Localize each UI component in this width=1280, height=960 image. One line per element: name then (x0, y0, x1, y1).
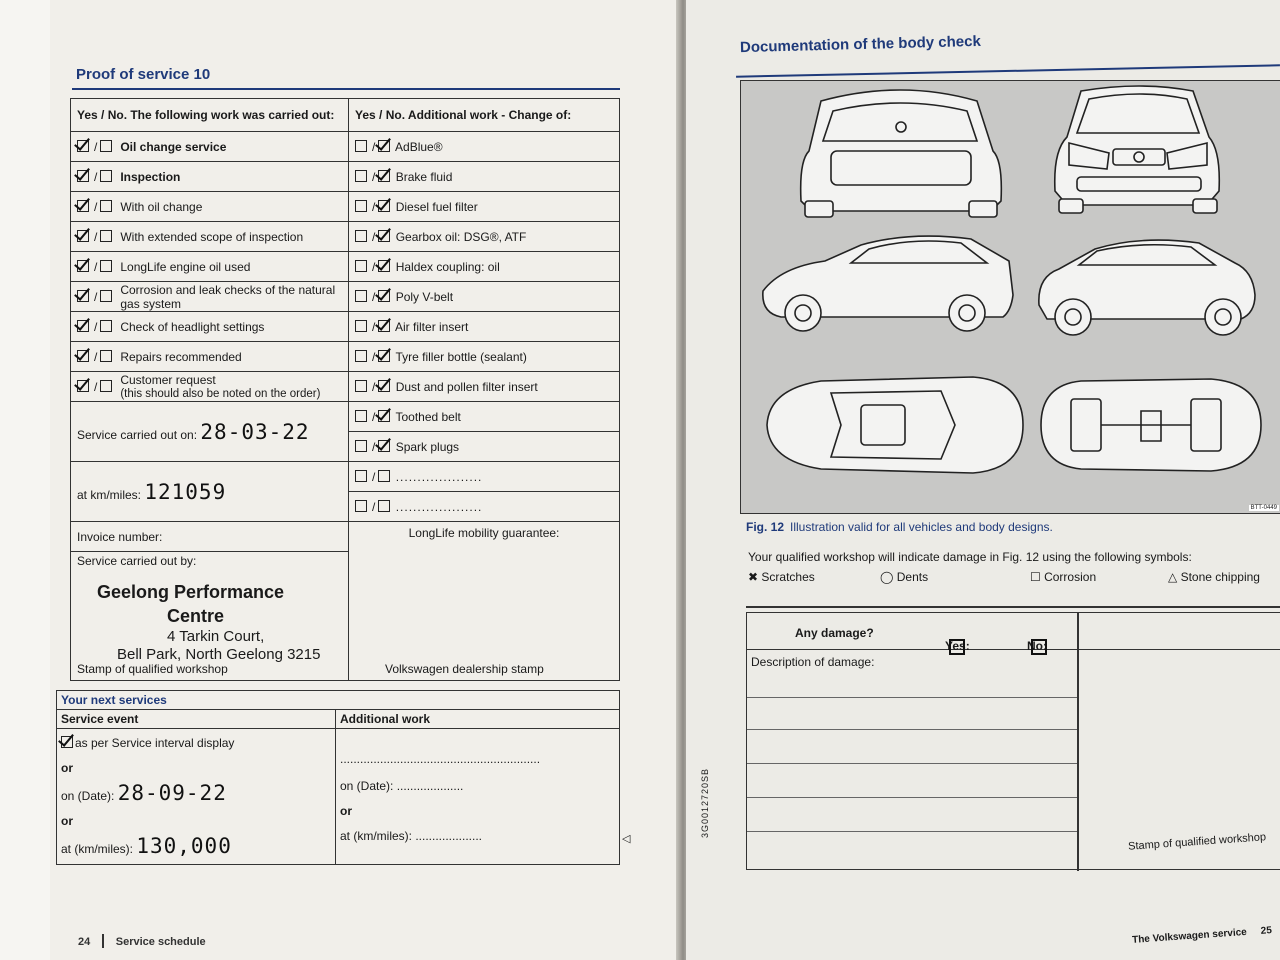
scratches-symbol: ✖ Scratches (748, 570, 815, 584)
km-cell (71, 462, 349, 522)
additional-cell: / Spark plugs (349, 432, 620, 462)
work-label: Inspection (120, 169, 181, 184)
damage-divider (1077, 613, 1079, 871)
page-number-right: 25 (1260, 925, 1273, 937)
corrosion-symbol: ☐ Corrosion (1030, 570, 1097, 584)
work-label: Check of headlight settings (120, 319, 265, 334)
additional-cell: / Dust and pollen filter insert (349, 372, 620, 402)
additional-label: Brake fluid (395, 169, 453, 184)
yes-checkbox[interactable] (378, 380, 390, 392)
no-checkbox[interactable] (100, 140, 112, 152)
damage-description-label: Description of damage: (751, 655, 875, 669)
footer-title-left: Service schedule (115, 936, 206, 948)
yes-checkbox[interactable] (77, 290, 89, 302)
car-front-view (1055, 86, 1220, 213)
yes-checkbox[interactable] (378, 470, 390, 482)
stamp-address (117, 628, 342, 664)
additional-cell: / Poly V-belt (349, 282, 620, 312)
additional-label: Spark plugs (395, 439, 460, 454)
table-row (71, 312, 620, 342)
qualified-text: Your qualified workshop will indicate damage in Fig. 12 using the following symbols: (748, 550, 1192, 564)
table-row (71, 342, 620, 372)
additional-cell: / AdBlue® (349, 132, 620, 162)
damage-line[interactable] (747, 763, 1077, 764)
page-title-left: Proof of service 10 (76, 66, 211, 83)
car-top-view (767, 377, 1023, 473)
footer-left (78, 934, 206, 948)
car-illustrations (741, 81, 1280, 513)
next-km-value[interactable]: 130,000 (136, 834, 232, 858)
work-cell: / Customer request (this should also be noted on the order) (71, 372, 349, 402)
no-checkbox[interactable] (100, 170, 112, 182)
next-services-table (56, 690, 620, 865)
work-label: With oil change (120, 199, 203, 214)
stamp-address-1: 4 Tarkin Court, (167, 628, 265, 645)
work-label: LongLife engine oil used (120, 259, 251, 274)
yes-checkbox[interactable] (378, 140, 390, 152)
additional-cell: / .................... (349, 462, 620, 492)
table-row (71, 192, 620, 222)
workshop-stamp-cell (71, 552, 349, 681)
no-checkbox[interactable] (355, 140, 367, 152)
interval-label: as per Service interval display (75, 736, 235, 750)
yes-checkbox[interactable] (378, 290, 390, 302)
dents-symbol: ◯ Dents (880, 570, 929, 584)
additional-cell: / Haldex coupling: oil (349, 252, 620, 282)
yes-checkbox[interactable] (378, 260, 390, 272)
service-date-label: Service carried out on: (77, 427, 198, 442)
title-rule (72, 88, 620, 90)
no-checkbox[interactable] (355, 320, 367, 332)
work-cell: / LongLife engine oil used (71, 252, 349, 282)
any-damage-label: Any damage? (795, 626, 874, 640)
work-label: Corrosion and leak checks of the natural gas system (120, 282, 336, 311)
yes-checkbox[interactable] (77, 380, 89, 392)
stamp-address-2: Bell Park, North Geelong 3215 (117, 646, 321, 663)
next-km-label: at (km/miles): (61, 842, 133, 856)
service-date-value[interactable]: 28-03-22 (200, 419, 310, 444)
work-subtext: (this should also be noted on the order) (120, 387, 321, 400)
no-checkbox[interactable] (355, 200, 367, 212)
work-cell: / With oil change (71, 192, 349, 222)
mobility-label: LongLife mobility guarantee: (408, 526, 560, 540)
additional-km[interactable]: at (km/miles): .................... (340, 829, 483, 843)
table-row (71, 252, 620, 282)
service-table (70, 98, 620, 681)
car-side-view-right (1039, 240, 1255, 335)
no-checkbox[interactable] (355, 350, 367, 362)
additional-label: Air filter insert (395, 319, 469, 334)
additional-label: Toothed belt (395, 409, 461, 424)
blank-line[interactable]: .................... (395, 469, 483, 484)
table-row (71, 162, 620, 192)
additional-cell: / .................... (349, 492, 620, 522)
next-date-label: on (Date): (61, 789, 115, 803)
work-cell: / Repairs recommended (71, 342, 349, 372)
or-label: or (340, 804, 352, 818)
yes-checkbox[interactable] (378, 200, 390, 212)
yes-checkbox[interactable] (77, 320, 89, 332)
no-label: No: (1027, 639, 1047, 653)
work-header: Yes / No. The following work was carried out: (71, 99, 349, 132)
additional-cell: / Toothed belt (349, 402, 620, 432)
page-number-left: 24 (78, 936, 91, 948)
triangle-icon: ◁ (622, 833, 631, 845)
work-label: Oil change service (120, 139, 227, 154)
yes-checkbox[interactable] (378, 170, 390, 182)
service-event-header: Service event (57, 710, 336, 729)
work-label: Repairs recommended (120, 349, 242, 364)
footer-title-right: The Volkswagen service (1131, 926, 1248, 946)
no-checkbox[interactable] (355, 410, 367, 422)
no-checkbox[interactable] (100, 260, 112, 272)
stamp-label-right: Stamp of qualified workshop (1127, 831, 1267, 853)
yes-checkbox[interactable] (378, 440, 390, 452)
car-underbody-view (1041, 379, 1261, 471)
divider (746, 606, 1280, 608)
figure-code: BTT-0449 (1250, 505, 1277, 511)
table-row (71, 372, 620, 402)
additional-header: Yes / No. Additional work - Change of: (349, 99, 620, 132)
figure-caption (746, 520, 1053, 534)
dealer-stamp-label: Volkswagen dealership stamp (385, 662, 544, 676)
table-row (71, 222, 620, 252)
figure-caption-text: Illustration valid for all vehicles and body designs. (790, 520, 1053, 534)
no-checkbox[interactable] (355, 260, 367, 272)
no-checkbox[interactable] (355, 380, 367, 392)
page-title-right: Documentation of the body check (739, 32, 982, 57)
work-cell: / Inspection (71, 162, 349, 192)
car-side-view-left (763, 236, 1013, 331)
next-date-value[interactable]: 28-09-22 (117, 781, 227, 805)
stamp-name-1: Geelong Performance (97, 582, 285, 602)
yes-checkbox[interactable] (77, 200, 89, 212)
or-label: or (61, 814, 73, 828)
blank-line[interactable]: .................... (395, 499, 483, 514)
damage-line[interactable] (747, 797, 1077, 798)
table-row (71, 282, 620, 312)
no-checkbox[interactable] (100, 290, 112, 302)
damage-line[interactable] (747, 729, 1077, 730)
car-rear-view (801, 90, 1002, 217)
yes-checkbox[interactable] (378, 410, 390, 422)
work-cell: / Check of headlight settings (71, 312, 349, 342)
yes-checkbox[interactable] (77, 170, 89, 182)
no-checkbox[interactable] (100, 350, 112, 362)
additional-work-header: Additional work (336, 710, 620, 729)
no-checkbox[interactable] (100, 200, 112, 212)
km-label: at km/miles: (77, 487, 142, 502)
service-event-cell (57, 729, 336, 865)
service-date-cell (71, 402, 349, 462)
yes-checkbox[interactable] (77, 140, 89, 152)
next-services-title: Your next services (57, 691, 620, 710)
work-cell: / Corrosion and leak checks of the natural gas system (71, 282, 349, 312)
figure-label: Fig. 12 (746, 520, 785, 534)
damage-line[interactable] (747, 697, 1077, 698)
no-checkbox[interactable] (355, 290, 367, 302)
no-checkbox[interactable] (355, 170, 367, 182)
no-checkbox[interactable] (355, 230, 367, 242)
km-value[interactable]: 121059 (144, 479, 227, 504)
work-cell: / With extended scope of inspection (71, 222, 349, 252)
yes-checkbox[interactable] (77, 350, 89, 362)
interval-checkbox[interactable] (61, 736, 73, 748)
vertical-code: 3G0012720SB (700, 767, 710, 838)
yes-checkbox[interactable] (378, 320, 390, 332)
workshop-stamp-label: Stamp of qualified workshop (77, 662, 228, 676)
workshop-stamp (97, 580, 342, 628)
stamp-name-2: Centre (167, 606, 225, 626)
no-checkbox[interactable] (355, 500, 367, 512)
yes-checkbox[interactable] (378, 500, 390, 512)
additional-label: Diesel fuel filter (395, 199, 478, 214)
damage-header (747, 613, 1280, 653)
additional-work-cell (336, 729, 620, 865)
no-checkbox[interactable] (1031, 639, 1047, 655)
additional-cell: / Brake fluid (349, 162, 620, 192)
yes-checkbox[interactable] (949, 639, 965, 655)
car-body-diagram[interactable] (740, 80, 1280, 514)
no-checkbox[interactable] (100, 230, 112, 242)
additional-label: Gearbox oil: DSG®, ATF (395, 229, 527, 244)
additional-label: Tyre filler bottle (sealant) (395, 349, 527, 364)
additional-date[interactable]: on (Date): .................... (340, 779, 464, 793)
additional-label: Poly V-belt (395, 289, 454, 304)
additional-label: Haldex coupling: oil (395, 259, 500, 274)
additional-cell: / Tyre filler bottle (sealant) (349, 342, 620, 372)
by-label: Service carried out by: (77, 554, 197, 568)
no-checkbox[interactable] (100, 380, 112, 392)
no-checkbox[interactable] (355, 470, 367, 482)
additional-cell: / Diesel fuel filter (349, 192, 620, 222)
yes-checkbox[interactable] (77, 230, 89, 242)
work-cell: / Oil change service (71, 132, 349, 162)
yes-checkbox[interactable] (378, 230, 390, 242)
additional-cell: / Gearbox oil: DSG®, ATF (349, 222, 620, 252)
additional-cell: / Air filter insert (349, 312, 620, 342)
additional-blank-line[interactable]: ............................................................ (340, 752, 541, 766)
invoice-cell[interactable]: Invoice number: (71, 522, 349, 552)
yes-checkbox[interactable] (378, 350, 390, 362)
additional-label: AdBlue® (395, 139, 443, 154)
damage-table (746, 612, 1280, 870)
additional-label: Dust and pollen filter insert (395, 379, 538, 394)
yes-checkbox[interactable] (77, 260, 89, 272)
yes-label: Yes: (945, 639, 970, 653)
no-checkbox[interactable] (100, 320, 112, 332)
work-label: With extended scope of inspection (120, 229, 304, 244)
damage-line[interactable] (747, 831, 1077, 832)
dealer-stamp-cell (349, 522, 620, 681)
table-row (71, 132, 620, 162)
work-label: Customer request (120, 372, 216, 387)
or-label: or (61, 761, 73, 775)
no-checkbox[interactable] (355, 440, 367, 452)
stone-chipping-symbol: △ Stone chipping (1168, 570, 1260, 584)
